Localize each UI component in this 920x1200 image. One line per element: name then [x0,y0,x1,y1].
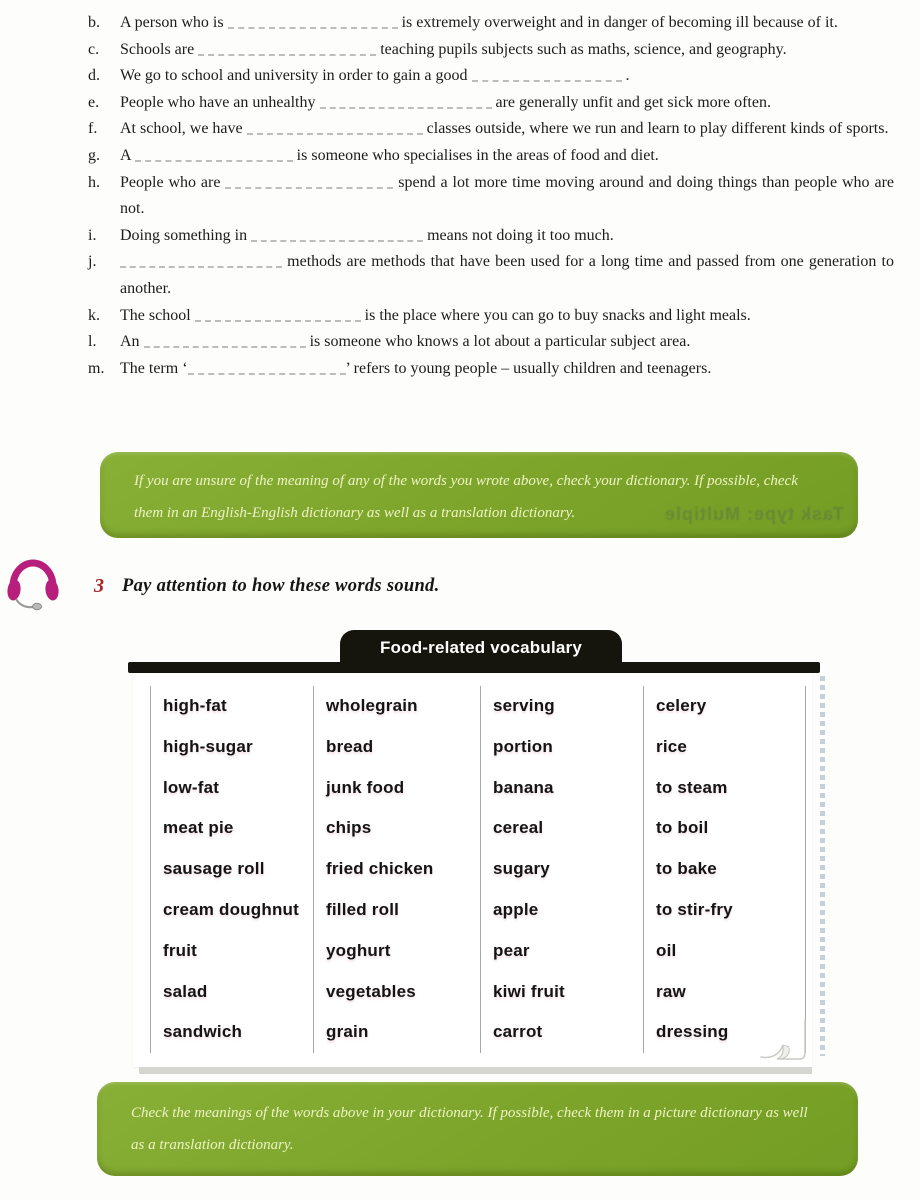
item-sentence: At school, we have classes outside, where we run and learn to play different kinds of sports. [120,120,889,138]
vocab-word: to stir-fry [656,899,733,919]
item-sentence: We go to school and university in order to gain a good . [120,67,630,85]
exercise-3-header [4,556,440,616]
answer-blank[interactable] [120,255,282,268]
item-letter-label: c. [88,40,100,58]
item-letter-label: f. [88,120,98,138]
answer-blank[interactable] [195,309,361,322]
vocab-word: yoghurt [326,940,391,960]
answer-blank[interactable] [472,69,622,82]
item-sentence: People who have an unhealthy are generally unfit and get sick more often. [120,93,771,111]
vocab-word: sugary [493,859,550,879]
fill-in-item [88,249,894,302]
answer-blank[interactable] [225,176,393,189]
vocab-word: bread [326,736,374,756]
vocab-word: sandwich [163,1022,243,1042]
vocab-word: oil [656,940,677,960]
vocab-word: meat pie [163,818,234,838]
tip-box-1-text: If you are unsure of the meaning of any of the words you wrote above, check your dictionary. If possible, check them in an English-English dictionary as well as a translation dictionary. [134,473,798,521]
vocab-word: filled roll [326,899,400,919]
vocab-word: to steam [656,777,728,797]
fill-in-item [88,303,894,330]
dictionary-tip-box-1 [100,452,858,538]
page-bleedthrough-vertical-strip [820,676,825,1056]
item-letter-label: b. [88,14,100,31]
vocab-word: dressing [656,1022,729,1042]
vocab-column-3 [480,686,643,1053]
item-letter-label: h. [88,173,100,191]
fill-in-item [88,37,894,64]
item-sentence: A person who is is extremely overweight and in danger of becoming ill because of it. [120,14,838,31]
vocab-table-title-tab: Food-related vocabulary [340,630,622,664]
vocab-word: high-fat [163,696,227,715]
tip-box-2-text: Check the meanings of the words above in your dictionary. If possible, check them in a picture dictionary as well as a translation dictionary. [131,1105,808,1153]
vocab-word: fried chicken [326,859,434,879]
vocab-word: fruit [163,940,198,960]
fill-in-item [88,90,894,117]
vocab-word: wholegrain [326,696,418,715]
fill-in-item [88,10,894,37]
vocab-word: to bake [656,859,717,879]
vocab-word: rice [656,736,688,756]
item-sentence: Doing something in means not doing it too much. [120,226,614,244]
item-letter-label: l. [88,333,97,351]
vocab-column-2 [313,686,480,1053]
item-sentence: People who are spend a lot more time moving around and doing things than people who are not. [120,173,894,218]
answer-blank[interactable] [188,362,346,375]
answer-blank[interactable] [320,96,492,109]
item-sentence: An is someone who knows a lot about a particular subject area. [120,333,691,351]
fill-in-exercise-list [88,10,894,382]
vocab-column-1 [150,686,313,1053]
vocab-word: low-fat [163,777,220,797]
exercise-number: 3 [94,574,104,597]
fill-in-item [88,170,894,223]
fill-in-item [88,356,894,383]
vocab-word: kiwi fruit [493,981,565,1001]
answer-blank[interactable] [198,43,376,56]
item-letter-label: d. [88,67,100,85]
vocab-table-top-bar [128,662,820,673]
vocab-word: cream doughnut [163,899,299,919]
vocab-word: vegetables [326,981,416,1001]
answer-blank[interactable] [247,122,423,135]
vocab-word: grain [326,1022,369,1042]
vocab-columns [150,686,806,1053]
headphones-icon [4,556,62,617]
fill-in-item [88,223,894,250]
item-sentence: The school is the place where you can go to buy snacks and light meals. [120,306,751,324]
item-letter-label: k. [88,306,100,324]
answer-blank[interactable] [135,149,293,162]
item-letter-label: m. [88,359,105,377]
answer-blank[interactable] [251,229,423,242]
item-letter-label: g. [88,146,100,164]
answer-blank[interactable] [228,16,398,29]
vocab-word: sausage roll [163,859,265,879]
vocab-word: chips [326,818,372,838]
fill-in-item [88,329,894,356]
vocab-word: celery [656,696,707,715]
item-letter-label: j. [88,253,97,271]
item-letter-label: i. [88,226,97,244]
fill-in-item [88,116,894,143]
vocab-word: pear [493,940,530,960]
vocab-word: raw [656,981,686,1001]
exercise-instruction: Pay attention to how these words sound. [122,575,440,596]
vocab-word: high-sugar [163,736,253,756]
vocab-word: cereal [493,818,544,838]
vocab-word: serving [493,696,555,715]
item-sentence: A is someone who specialises in the areas of food and diet. [120,146,659,164]
vocab-word: apple [493,899,539,919]
dictionary-tip-box-2 [97,1082,858,1176]
answer-blank[interactable] [144,335,306,348]
page-curl-decoration [760,1016,806,1065]
page-bleedthrough-ghost-text: Task type: Multiple [664,504,844,524]
vocab-word: banana [493,777,554,797]
vocab-word: junk food [326,777,405,797]
item-sentence: Schools are teaching pupils subjects such as maths, science, and geography. [120,40,787,58]
vocab-column-4 [643,686,805,1053]
item-sentence: methods are methods that have been used for a long time and passed from one generation to another. [120,253,894,297]
fill-in-item [88,143,894,170]
vocab-word: to boil [656,818,709,838]
item-sentence: The term ‘ ’ refers to young people – usually children and teenagers. [120,359,712,377]
item-letter-label: e. [88,93,100,111]
vocab-column-end-line [805,686,806,1053]
vocab-word: portion [493,736,553,756]
fill-in-item [88,63,894,90]
vocab-word: carrot [493,1022,543,1042]
vocab-word: salad [163,981,208,1001]
vocab-table-panel [133,673,812,1067]
